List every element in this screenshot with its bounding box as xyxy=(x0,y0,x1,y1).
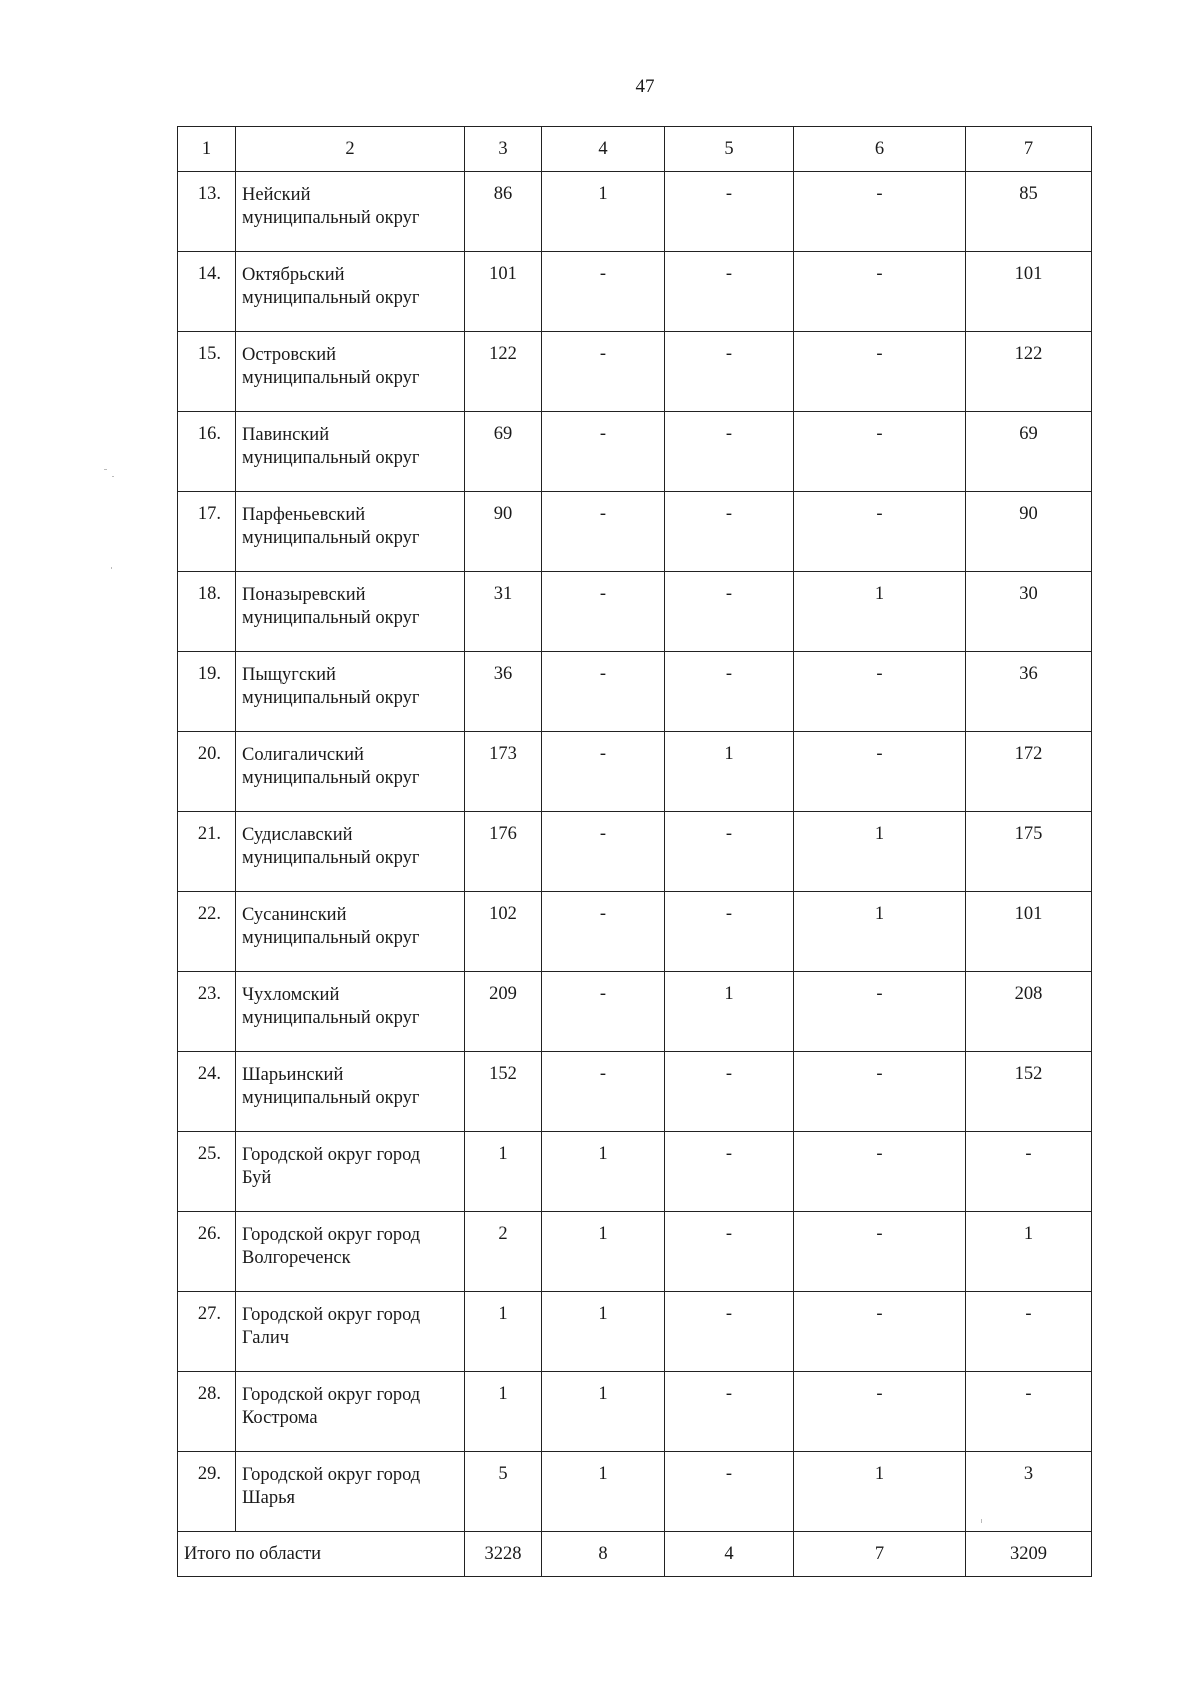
table-row xyxy=(178,172,1092,252)
value-cell: - xyxy=(665,652,794,732)
scan-speck xyxy=(104,469,107,470)
table-row xyxy=(178,1292,1092,1372)
value-cell: - xyxy=(665,1132,794,1212)
table-row xyxy=(178,252,1092,332)
district-name-line: муниципальный округ xyxy=(242,448,420,468)
value-cell: 1 xyxy=(794,812,966,892)
value-cell: - xyxy=(665,1052,794,1132)
value-cell: 2 xyxy=(465,1212,542,1292)
table-row xyxy=(178,332,1092,412)
value-cell: 85 xyxy=(966,172,1092,252)
value-cell: - xyxy=(794,972,966,1052)
value-cell: 69 xyxy=(966,412,1092,492)
value-cell: 209 xyxy=(465,972,542,1052)
district-name-line: Нейский xyxy=(242,185,311,205)
value-cell: - xyxy=(665,1212,794,1292)
value-cell: 122 xyxy=(966,332,1092,412)
header-cell: 1 xyxy=(178,127,236,172)
value-cell: 1 xyxy=(542,1292,665,1372)
district-name xyxy=(236,1452,465,1532)
value-cell: 101 xyxy=(465,252,542,332)
district-name-line: муниципальный округ xyxy=(242,1088,420,1108)
district-name-line: муниципальный округ xyxy=(242,1008,420,1028)
district-name xyxy=(236,492,465,572)
value-cell: 86 xyxy=(465,172,542,252)
district-name xyxy=(236,652,465,732)
district-name-line: Городской округ город xyxy=(242,1305,421,1325)
value-cell: - xyxy=(966,1292,1092,1372)
district-name-line: Поназыревский xyxy=(242,585,366,605)
value-cell: - xyxy=(665,492,794,572)
district-name-line: Городской округ город xyxy=(242,1145,421,1165)
value-cell: 1 xyxy=(794,572,966,652)
value-cell: - xyxy=(665,252,794,332)
district-name xyxy=(236,332,465,412)
row-number: 24. xyxy=(178,1052,236,1132)
value-cell: - xyxy=(542,412,665,492)
district-name xyxy=(236,1372,465,1452)
table-row xyxy=(178,812,1092,892)
value-cell: 3 xyxy=(966,1452,1092,1532)
value-cell: - xyxy=(794,732,966,812)
value-cell: 1 xyxy=(665,972,794,1052)
value-cell: - xyxy=(665,332,794,412)
value-cell: 1 xyxy=(665,732,794,812)
value-cell: - xyxy=(542,972,665,1052)
value-cell: 102 xyxy=(465,892,542,972)
table-row xyxy=(178,492,1092,572)
value-cell: 122 xyxy=(465,332,542,412)
value-cell: 1 xyxy=(465,1372,542,1452)
value-cell: - xyxy=(794,172,966,252)
value-cell: - xyxy=(794,1052,966,1132)
district-name-line: Пыщугский xyxy=(242,665,336,685)
header-cell: 6 xyxy=(794,127,966,172)
district-name-line: Городской округ город xyxy=(242,1385,421,1405)
total-row xyxy=(178,1532,1092,1577)
district-name-line: муниципальный округ xyxy=(242,928,420,948)
scan-speck xyxy=(111,567,112,569)
value-cell: 1 xyxy=(966,1212,1092,1292)
value-cell: - xyxy=(794,412,966,492)
district-name-line: Островский xyxy=(242,345,337,365)
district-name xyxy=(236,972,465,1052)
header-cell: 4 xyxy=(542,127,665,172)
value-cell: 1 xyxy=(794,892,966,972)
table-row xyxy=(178,972,1092,1052)
district-name xyxy=(236,732,465,812)
value-cell: 152 xyxy=(465,1052,542,1132)
statistics-table xyxy=(177,126,1092,1577)
value-cell: 208 xyxy=(966,972,1092,1052)
row-number: 27. xyxy=(178,1292,236,1372)
row-number: 28. xyxy=(178,1372,236,1452)
page-number: 47 xyxy=(635,76,655,97)
district-name xyxy=(236,172,465,252)
total-cell: 3209 xyxy=(966,1532,1092,1577)
value-cell: 36 xyxy=(465,652,542,732)
value-cell: - xyxy=(966,1132,1092,1212)
row-number: 18. xyxy=(178,572,236,652)
row-number: 25. xyxy=(178,1132,236,1212)
district-name-line: Сусанинский xyxy=(242,905,347,925)
value-cell: 1 xyxy=(542,172,665,252)
total-cell: 3228 xyxy=(465,1532,542,1577)
header-cell: 3 xyxy=(465,127,542,172)
value-cell: 1 xyxy=(542,1452,665,1532)
district-name-line: Чухломский xyxy=(242,985,340,1005)
district-name-line: муниципальный округ xyxy=(242,688,420,708)
table-row xyxy=(178,732,1092,812)
district-name-line: Шарьинский xyxy=(242,1065,344,1085)
value-cell: - xyxy=(542,492,665,572)
district-name xyxy=(236,1292,465,1372)
row-number: 14. xyxy=(178,252,236,332)
district-name xyxy=(236,252,465,332)
value-cell: 1 xyxy=(542,1372,665,1452)
total-cell: 4 xyxy=(665,1532,794,1577)
value-cell: - xyxy=(665,412,794,492)
table-row xyxy=(178,1452,1092,1532)
district-name-line: Октябрьский xyxy=(242,265,345,285)
value-cell: - xyxy=(794,1372,966,1452)
value-cell: - xyxy=(665,172,794,252)
value-cell: 36 xyxy=(966,652,1092,732)
value-cell: - xyxy=(542,812,665,892)
table-row xyxy=(178,412,1092,492)
table-row xyxy=(178,652,1092,732)
district-name xyxy=(236,412,465,492)
row-number: 21. xyxy=(178,812,236,892)
value-cell: 1 xyxy=(465,1132,542,1212)
row-number: 13. xyxy=(178,172,236,252)
total-cell: 7 xyxy=(794,1532,966,1577)
header-row xyxy=(178,127,1092,172)
value-cell: 1 xyxy=(542,1212,665,1292)
district-name-line: муниципальный округ xyxy=(242,528,420,548)
value-cell: 175 xyxy=(966,812,1092,892)
value-cell: - xyxy=(665,892,794,972)
value-cell: - xyxy=(794,652,966,732)
row-number: 23. xyxy=(178,972,236,1052)
total-label: Итого по области xyxy=(178,1532,465,1577)
header-cell: 2 xyxy=(236,127,465,172)
row-number: 19. xyxy=(178,652,236,732)
district-name-line: Волгореченск xyxy=(242,1248,351,1268)
value-cell: - xyxy=(665,812,794,892)
value-cell: - xyxy=(542,652,665,732)
district-name-line: Шарья xyxy=(242,1488,296,1508)
scan-speck xyxy=(981,1519,982,1523)
value-cell: - xyxy=(794,252,966,332)
district-name-line: Галич xyxy=(242,1328,290,1348)
row-number: 22. xyxy=(178,892,236,972)
header-cell: 5 xyxy=(665,127,794,172)
value-cell: 1 xyxy=(465,1292,542,1372)
row-number: 17. xyxy=(178,492,236,572)
value-cell: 173 xyxy=(465,732,542,812)
value-cell: 1 xyxy=(794,1452,966,1532)
row-number: 20. xyxy=(178,732,236,812)
value-cell: 31 xyxy=(465,572,542,652)
value-cell: - xyxy=(542,572,665,652)
value-cell: 101 xyxy=(966,892,1092,972)
district-name-line: Городской округ город xyxy=(242,1225,421,1245)
table-row xyxy=(178,1052,1092,1132)
row-number: 26. xyxy=(178,1212,236,1292)
row-number: 29. xyxy=(178,1452,236,1532)
value-cell: - xyxy=(542,332,665,412)
row-number: 16. xyxy=(178,412,236,492)
district-name-line: муниципальный округ xyxy=(242,848,420,868)
district-name xyxy=(236,572,465,652)
district-name-line: Кострома xyxy=(242,1408,318,1428)
table-row xyxy=(178,892,1092,972)
district-name-line: Павинский xyxy=(242,425,330,445)
table-row xyxy=(178,1212,1092,1292)
value-cell: - xyxy=(542,252,665,332)
value-cell: - xyxy=(966,1372,1092,1452)
value-cell: 90 xyxy=(465,492,542,572)
value-cell: - xyxy=(794,332,966,412)
district-name xyxy=(236,1132,465,1212)
value-cell: - xyxy=(665,1292,794,1372)
value-cell: - xyxy=(794,1132,966,1212)
district-name-line: муниципальный округ xyxy=(242,368,420,388)
value-cell: - xyxy=(794,492,966,572)
district-name-line: Судиславский xyxy=(242,825,353,845)
value-cell: - xyxy=(665,1372,794,1452)
row-number: 15. xyxy=(178,332,236,412)
value-cell: 176 xyxy=(465,812,542,892)
district-name-line: Солигаличский xyxy=(242,745,364,765)
district-name-line: Буй xyxy=(242,1168,272,1188)
value-cell: 69 xyxy=(465,412,542,492)
value-cell: - xyxy=(542,1052,665,1132)
value-cell: 5 xyxy=(465,1452,542,1532)
district-name-line: муниципальный округ xyxy=(242,208,420,228)
district-name xyxy=(236,1212,465,1292)
table-row xyxy=(178,572,1092,652)
value-cell: 172 xyxy=(966,732,1092,812)
table-row xyxy=(178,1372,1092,1452)
scan-speck xyxy=(112,476,114,477)
table-row xyxy=(178,1132,1092,1212)
value-cell: 101 xyxy=(966,252,1092,332)
value-cell: 30 xyxy=(966,572,1092,652)
district-name-line: Городской округ город xyxy=(242,1465,421,1485)
value-cell: - xyxy=(542,892,665,972)
value-cell: - xyxy=(665,1452,794,1532)
district-name xyxy=(236,1052,465,1132)
value-cell: 1 xyxy=(542,1132,665,1212)
district-name-line: муниципальный округ xyxy=(242,288,420,308)
value-cell: 90 xyxy=(966,492,1092,572)
total-cell: 8 xyxy=(542,1532,665,1577)
district-name xyxy=(236,812,465,892)
district-name-line: муниципальный округ xyxy=(242,608,420,628)
value-cell: - xyxy=(542,732,665,812)
header-cell: 7 xyxy=(966,127,1092,172)
district-name xyxy=(236,892,465,972)
value-cell: - xyxy=(794,1292,966,1372)
district-name-line: муниципальный округ xyxy=(242,768,420,788)
district-name-line: Парфеньевский xyxy=(242,505,366,525)
value-cell: 152 xyxy=(966,1052,1092,1132)
value-cell: - xyxy=(794,1212,966,1292)
value-cell: - xyxy=(665,572,794,652)
